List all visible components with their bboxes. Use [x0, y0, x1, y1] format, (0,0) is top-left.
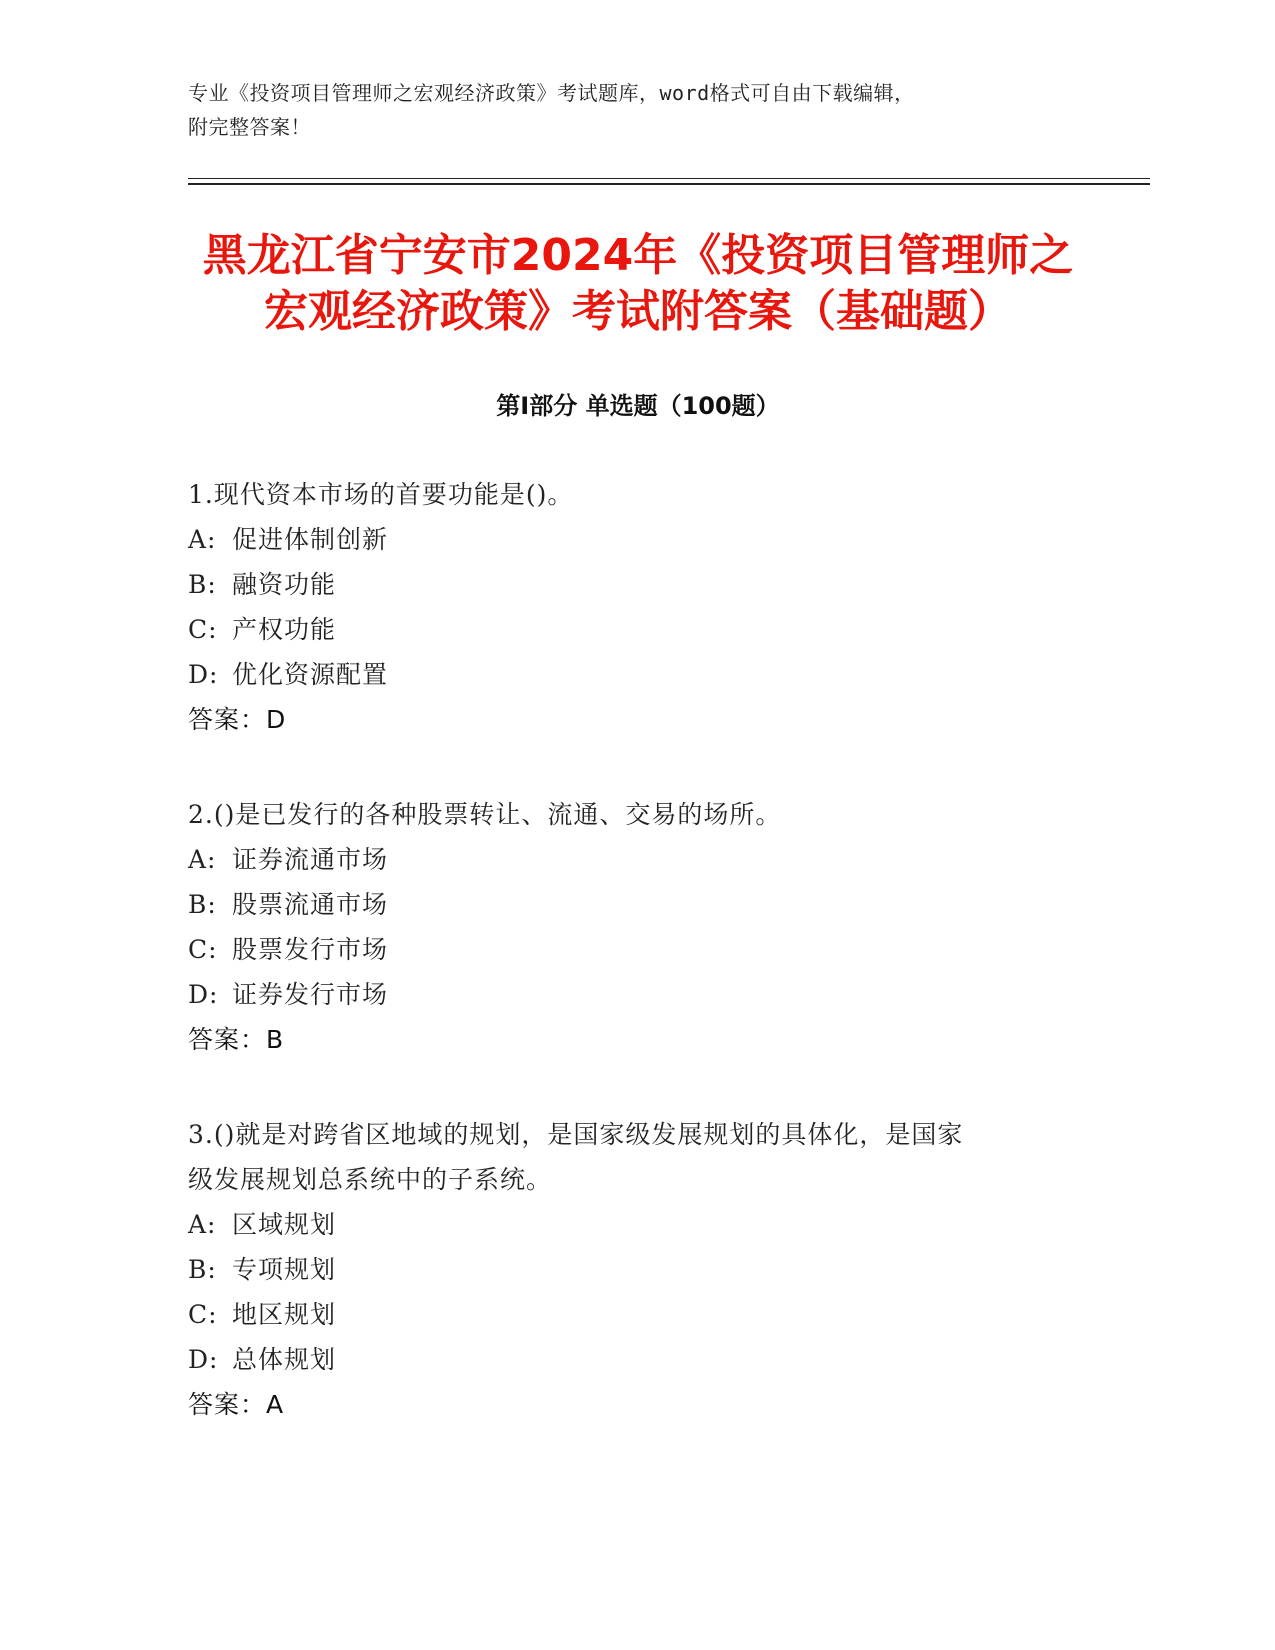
- document-title-line2: 宏观经济政策》考试附答案（基础题）: [264, 286, 1012, 337]
- question-2: [188, 792, 1088, 1062]
- header-divider-thick: [188, 183, 1150, 185]
- option-text: 产权功能: [232, 615, 337, 644]
- answer-line: 答案：B: [188, 1025, 285, 1054]
- option-d: [188, 1337, 1088, 1382]
- option-text: 股票发行市场: [232, 935, 389, 964]
- option-text: 融资功能: [232, 570, 337, 599]
- question-stem-line1: 3.()就是对跨省区地域的规划，是国家级发展规划的具体化，是国家: [188, 1120, 964, 1149]
- option-letter: C:: [188, 1300, 218, 1329]
- option-c: [188, 607, 1088, 652]
- option-d: [188, 972, 1088, 1017]
- option-letter: D:: [188, 980, 219, 1009]
- question-stem: 1.现代资本市场的首要功能是()。: [188, 480, 574, 509]
- option-a: [188, 837, 1088, 882]
- option-b: [188, 562, 1088, 607]
- header-divider-thin: [188, 178, 1150, 179]
- option-letter: A:: [188, 1210, 217, 1239]
- option-text: 促进体制创新: [232, 525, 389, 554]
- option-text: 证券流通市场: [232, 845, 389, 874]
- option-letter: D:: [188, 1345, 219, 1374]
- question-3: [188, 1112, 1088, 1427]
- option-a: [188, 1202, 1088, 1247]
- option-d: [188, 652, 1088, 697]
- question-stem-line2: 级发展规划总系统中的子系统。: [188, 1165, 553, 1194]
- option-b: [188, 882, 1088, 927]
- option-c: [188, 927, 1088, 972]
- section-heading: 第Ⅰ部分 单选题（100题）: [496, 392, 780, 420]
- option-letter: B:: [188, 890, 217, 919]
- header-note-line2: 附完整答案！: [188, 115, 311, 139]
- option-text: 优化资源配置: [232, 660, 389, 689]
- option-a: [188, 517, 1088, 562]
- option-c: [188, 1292, 1088, 1337]
- option-letter: B:: [188, 1255, 217, 1284]
- question-1: [188, 472, 1088, 742]
- option-letter: B:: [188, 570, 217, 599]
- header-note-line1: 专业《投资项目管理师之宏观经济政策》考试题库，word格式可自由下载编辑，: [188, 81, 915, 105]
- option-text: 证券发行市场: [232, 980, 389, 1009]
- option-letter: A:: [188, 845, 217, 874]
- option-letter: D:: [188, 660, 219, 689]
- option-text: 总体规划: [232, 1345, 337, 1374]
- option-letter: A:: [188, 525, 217, 554]
- option-text: 专项规划: [232, 1255, 337, 1284]
- question-stem: 2.()是已发行的各种股票转让、流通、交易的场所。: [188, 800, 782, 829]
- document-title: [188, 228, 1088, 340]
- answer-line: 答案：D: [188, 705, 287, 734]
- option-letter: C:: [188, 615, 218, 644]
- option-text: 地区规划: [232, 1300, 337, 1329]
- option-text: 区域规划: [232, 1210, 337, 1239]
- document-title-line1: 黑龙江省宁安市2024年《投资项目管理师之: [202, 230, 1074, 281]
- answer-line: 答案：A: [188, 1390, 285, 1419]
- option-b: [188, 1247, 1088, 1292]
- option-letter: C:: [188, 935, 218, 964]
- header-note: [188, 76, 1088, 144]
- option-text: 股票流通市场: [232, 890, 389, 919]
